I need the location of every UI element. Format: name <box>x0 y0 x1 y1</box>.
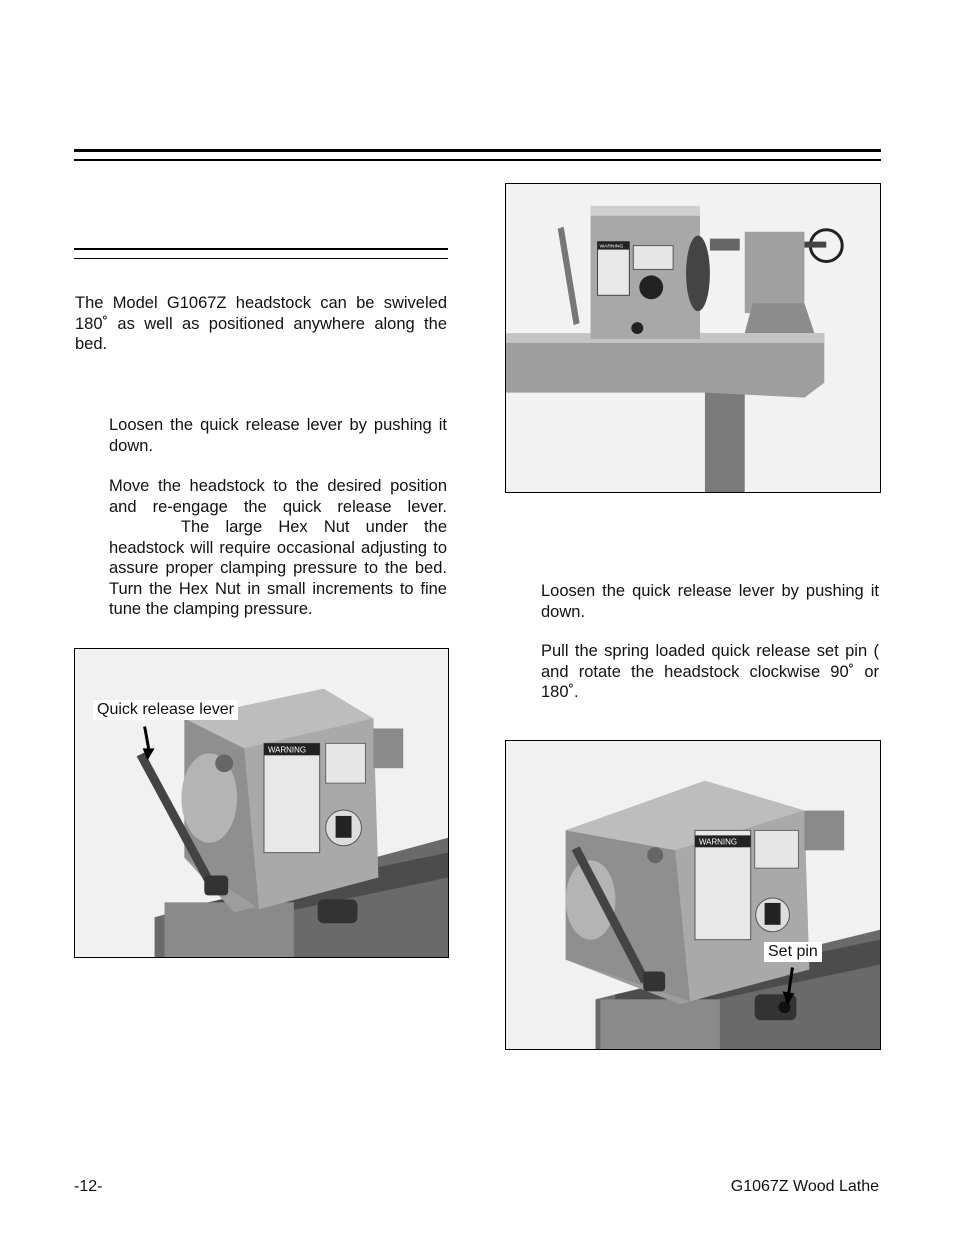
set-pin-callout: Set pin <box>764 942 822 962</box>
step-loosen-lever-right: Loosen the quick release lever by pushing it down. <box>541 582 879 621</box>
header-rule-thick <box>74 149 881 152</box>
document-title: G1067Z Wood Lathe <box>730 1178 879 1195</box>
warning-label-right: WARNING <box>698 837 738 847</box>
step-loosen-lever: Loosen the quick release lever by pushing it down. <box>109 416 447 455</box>
page-number: -12- <box>74 1178 103 1195</box>
step-move-headstock-b: The large Hex Nut under the headstock will require occasional adjusting to assure proper clamping pressure to the bed. Turn the Hex Nut in small increments to fine tune the clamping pressure. <box>109 518 447 618</box>
step-move-headstock-a: Move the headstock to the desired position and re-engage the quick release lever. <box>109 477 447 516</box>
warning-label-left: WARNING <box>267 745 307 755</box>
headstock-lever-photo <box>74 648 449 958</box>
lathe-overview-photo <box>505 183 881 493</box>
warning-label-overview: WARNING <box>599 244 624 250</box>
header-rule-thin <box>74 159 881 161</box>
step-rotate-headstock: Pull the spring loaded quick release set pin ( and rotate the headstock clockwise 90˚ or 180˚. <box>541 642 935 701</box>
quick-release-lever-callout: Quick release lever <box>93 700 238 720</box>
section-rule-thin <box>74 258 448 259</box>
section-rule-thick <box>74 248 448 250</box>
intro-paragraph: The Model G1067Z headstock can be swiveled 180˚ as well as positioned anywhere along the bed. <box>75 294 447 353</box>
step-move-headstock <box>109 476 447 620</box>
headstock-setpin-photo <box>505 740 881 1050</box>
